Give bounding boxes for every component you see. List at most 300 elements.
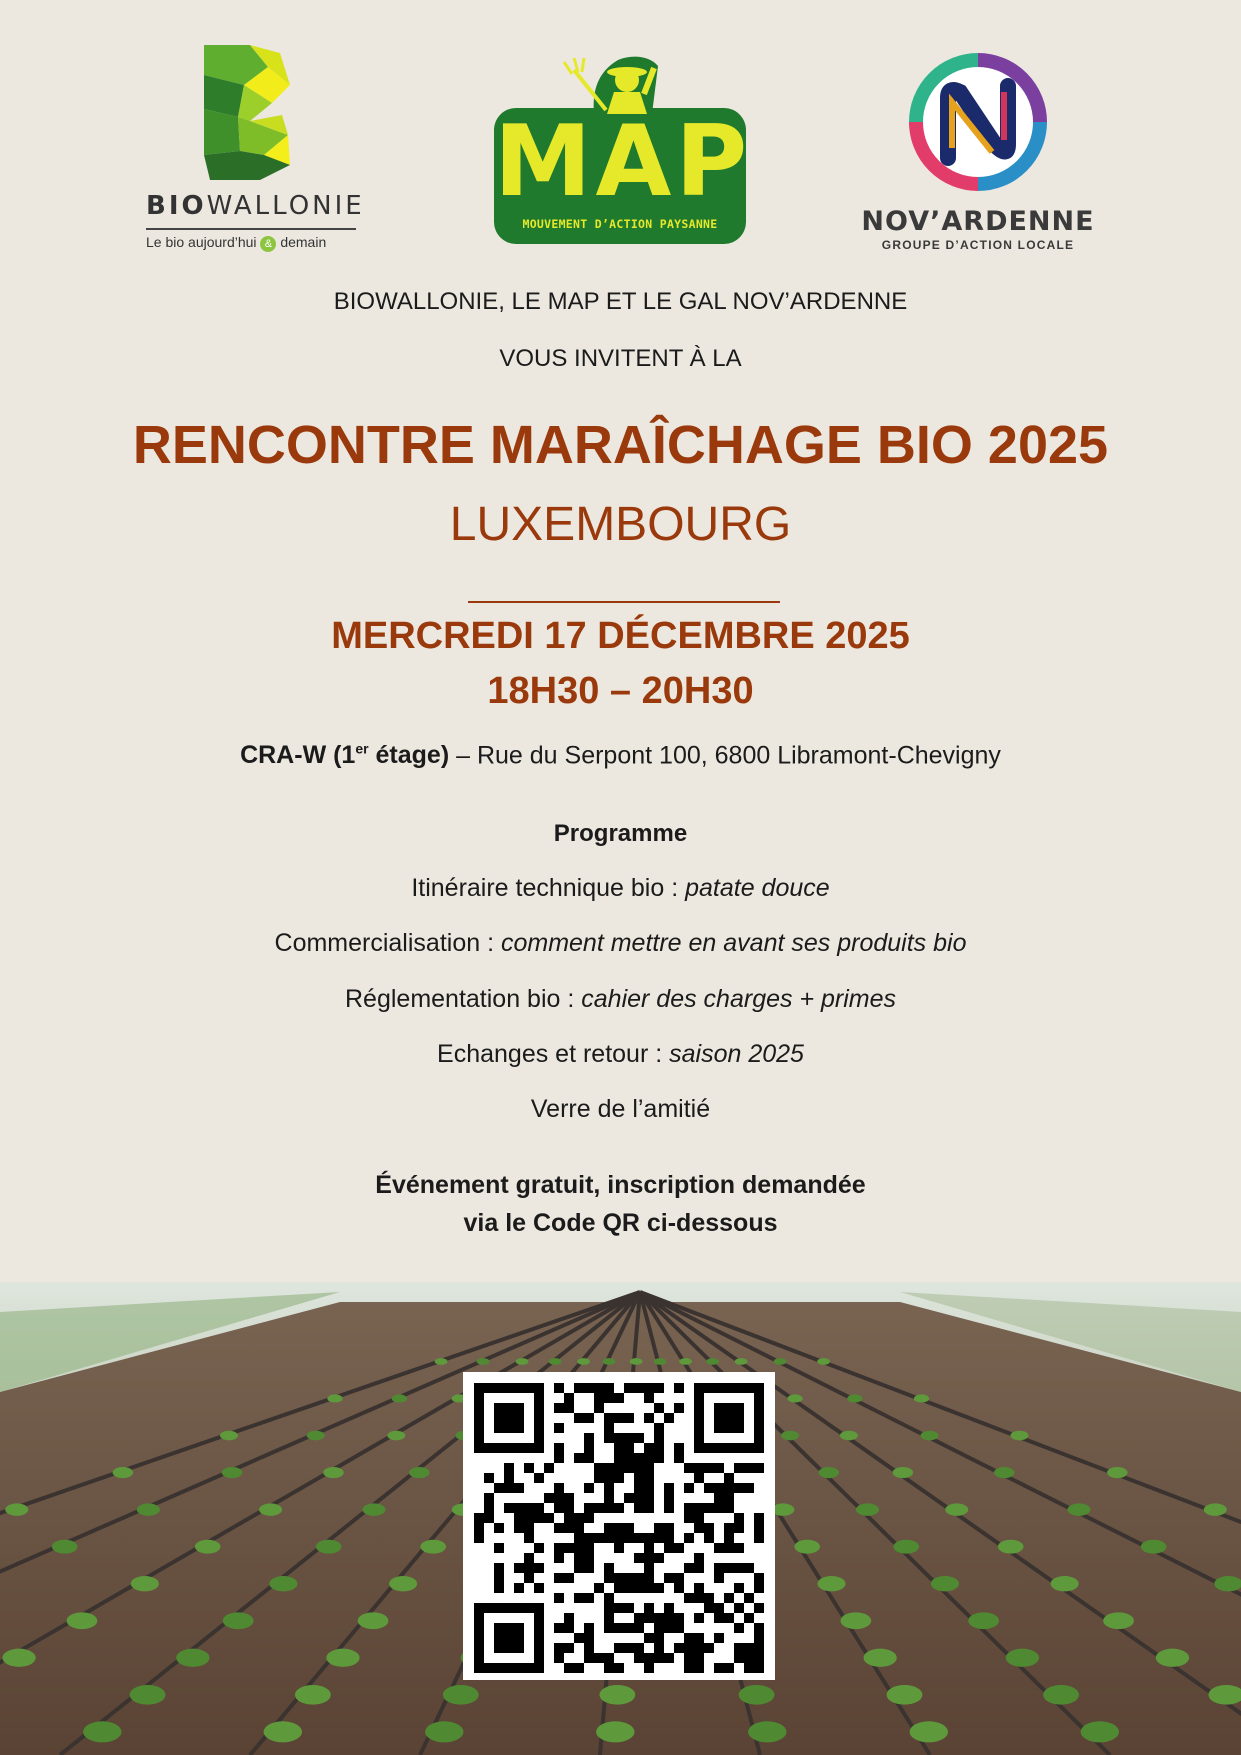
qr-module [734,1403,744,1413]
qr-module [524,1383,534,1393]
programme-item-detail: cahier des charges + primes [581,985,896,1013]
qr-module [684,1643,694,1653]
qr-module [644,1463,654,1473]
qr-module [504,1623,514,1633]
qr-module [474,1603,484,1613]
qr-module [754,1463,764,1473]
programme-item [0,874,1241,903]
qr-module [684,1503,694,1513]
qr-module [534,1653,544,1663]
qr-module [584,1643,594,1653]
qr-module [504,1423,514,1433]
qr-module [694,1423,704,1433]
qr-module [584,1543,594,1553]
qr-module [694,1563,704,1573]
qr-module [684,1513,694,1523]
qr-module [604,1473,614,1483]
seedling [748,1721,786,1742]
seedling [864,1649,897,1667]
qr-module [494,1523,504,1533]
seedling [113,1467,133,1478]
qr-module [744,1643,754,1653]
qr-module [604,1533,614,1543]
qr-module [664,1653,674,1663]
seedling [630,1358,643,1365]
tagline-part-1: Le bio aujourd’hui [146,234,257,250]
qr-module [474,1393,484,1403]
qr-module [524,1603,534,1613]
qr-module [554,1503,564,1513]
qr-module [504,1483,514,1493]
qr-module [734,1443,744,1453]
qr-module [514,1563,524,1573]
qr-module [694,1463,704,1473]
novardenne-logo [860,48,1096,252]
qr-module [664,1503,674,1513]
qr-module [674,1453,684,1463]
qr-module [634,1493,644,1503]
seedling [176,1649,209,1667]
qr-module [484,1473,494,1483]
qr-module [654,1613,664,1623]
qr-module [714,1463,724,1473]
qr-module [684,1653,694,1663]
qr-module [484,1503,494,1513]
qr-module [534,1393,544,1403]
qr-module [574,1663,584,1673]
qr-module [554,1573,564,1583]
qr-module [744,1663,754,1673]
seedling [840,1612,871,1629]
qr-module [624,1623,634,1633]
qr-module [634,1463,644,1473]
qr-module [624,1523,634,1533]
seedling [887,1685,923,1705]
seedling [549,1358,562,1365]
qr-module [584,1433,594,1443]
biowallonie-rule [146,228,356,230]
qr-module [744,1383,754,1393]
qr-module [724,1443,734,1453]
qr-module [564,1573,574,1583]
qr-module [534,1663,544,1673]
qr-module [704,1443,714,1453]
qr-module [594,1473,604,1483]
qr-module [724,1663,734,1673]
qr-module [634,1553,644,1563]
qr-module [734,1513,744,1523]
qr-module [514,1633,524,1643]
qr-module [714,1633,724,1643]
programme-item-label: Echanges et retour : [437,1040,670,1068]
qr-module [704,1523,714,1533]
seedling [787,1394,802,1402]
seedling [137,1503,160,1515]
qr-module [534,1433,544,1443]
qr-module [644,1613,654,1623]
qr-module [614,1663,624,1673]
qr-module [574,1513,584,1523]
qr-module [644,1553,654,1563]
qr-module [514,1623,524,1633]
qr-module [714,1413,724,1423]
seedling [358,1612,389,1629]
seedling [435,1358,448,1365]
seedling [1107,1467,1127,1478]
qr-module [504,1413,514,1423]
qr-module [754,1643,764,1653]
qr-module [704,1483,714,1493]
qr-module [594,1383,604,1393]
title-divider [468,601,780,603]
qr-module [514,1663,524,1673]
qr-module [584,1483,594,1493]
qr-module [524,1533,534,1543]
qr-module [524,1573,534,1583]
qr-module [514,1483,524,1493]
seedling [603,1358,616,1365]
qr-module [634,1453,644,1463]
biowallonie-wordmark-bold: BIO [146,191,207,221]
qr-module [544,1463,554,1473]
qr-module [594,1583,604,1593]
seedling [5,1503,28,1515]
qr-module [534,1423,544,1433]
seedling [706,1358,719,1365]
qr-module [634,1433,644,1443]
qr-module [664,1413,674,1423]
qr-module [534,1443,544,1453]
qr-module [664,1613,674,1623]
seedling [893,1467,913,1478]
qr-module [504,1463,514,1473]
map-subtitle: MOUVEMENT D’ACTION PAYSANNE [522,217,718,231]
seedling [307,1431,325,1441]
qr-module [694,1413,704,1423]
qr-module [614,1583,624,1593]
qr-module [584,1513,594,1523]
qr-module [654,1523,664,1533]
qr-module [734,1623,744,1633]
qr-module [654,1433,664,1443]
seedling [67,1612,98,1629]
qr-module [584,1593,594,1603]
qr-module [624,1413,634,1423]
qr-module [634,1583,644,1593]
qr-module [644,1393,654,1403]
qr-module [754,1533,764,1543]
qr-module [574,1383,584,1393]
qr-module [754,1573,764,1583]
qr-module [574,1543,584,1553]
seedling [817,1576,845,1591]
qr-module [644,1663,654,1673]
qr-module [514,1513,524,1523]
qr-module [574,1453,584,1463]
seedling [998,1540,1024,1554]
qr-module [554,1553,564,1563]
qr-module [644,1483,654,1493]
qr-module [594,1393,604,1403]
qr-module [714,1563,724,1573]
qr-module [474,1513,484,1523]
qr-module [484,1383,494,1393]
qr-module [614,1523,624,1533]
qr-module [734,1483,744,1493]
programme-item [0,1095,1241,1124]
qr-module [554,1443,564,1453]
qr-module [624,1463,634,1473]
qr-module [494,1423,504,1433]
seedling [1006,1649,1039,1667]
qr-module [754,1623,764,1633]
qr-module [744,1463,754,1473]
qr-module [674,1623,684,1633]
qr-module [564,1393,574,1403]
qr-module [484,1603,494,1613]
qr-module [744,1653,754,1663]
qr-module [654,1533,664,1543]
qr-module [734,1563,744,1573]
qr-module [534,1473,544,1483]
qr-module [714,1663,724,1673]
qr-module [494,1543,504,1553]
qr-module [654,1623,664,1633]
qr-module [694,1403,704,1413]
seedling [1141,1540,1167,1554]
qr-module [514,1523,524,1533]
programme-item-detail: saison 2025 [669,1040,804,1068]
qr-module [604,1593,614,1603]
qr-module [704,1383,714,1393]
qr-module [584,1503,594,1513]
qr-module [694,1593,704,1603]
seedling [389,1576,417,1591]
seedling [259,1503,282,1515]
qr-module [514,1413,524,1423]
qr-module [564,1623,574,1633]
qr-module [614,1393,624,1403]
qr-module [754,1633,764,1643]
qr-module [554,1593,564,1603]
seedling [2,1649,35,1667]
qr-module [494,1583,504,1593]
qr-module [694,1523,704,1533]
qr-module [754,1513,764,1523]
qr-module [524,1563,534,1573]
tagline-part-2: demain [280,234,327,250]
qr-module [524,1443,534,1453]
qr-module [474,1423,484,1433]
qr-module [634,1383,644,1393]
qr-module [754,1443,764,1453]
qr-module [724,1413,734,1423]
biowallonie-b-icon [140,45,370,185]
qr-module [734,1383,744,1393]
seedling [409,1467,429,1478]
qr-module [584,1533,594,1543]
seedling [577,1358,590,1365]
qr-module [554,1403,564,1413]
qr-module [674,1403,684,1413]
qr-module [494,1633,504,1643]
qr-module [714,1603,724,1613]
qr-module [694,1553,704,1563]
qr-module [624,1573,634,1583]
qr-module [694,1513,704,1523]
qr-module [614,1453,624,1463]
qr-module [614,1603,624,1613]
qr-module [654,1583,664,1593]
qr-module [584,1443,594,1453]
qr-module [514,1383,524,1393]
qr-module [684,1593,694,1603]
intro-line-2: VOUS INVITENT À LA [499,345,742,372]
qr-module [734,1463,744,1473]
registration-line-1: Événement gratuit, inscription demandée [375,1171,866,1199]
seedling [362,1503,385,1515]
qr-module [654,1643,664,1653]
qr-module [684,1533,694,1543]
qr-module [654,1453,664,1463]
qr-module [604,1413,614,1423]
qr-module [724,1473,734,1483]
qr-module [664,1543,674,1553]
event-title: RENCONTRE MARAÎCHAGE BIO 2025 [132,415,1109,475]
qr-module [584,1413,594,1423]
qr-module [554,1653,564,1663]
qr-module [744,1563,754,1573]
seedling [599,1685,635,1705]
qr-module [534,1563,544,1573]
venue-name-sup: er [355,741,369,757]
qr-module [564,1643,574,1653]
qr-module [624,1443,634,1453]
seedling [794,1540,820,1554]
qr-module [744,1613,754,1623]
seedling [83,1721,121,1742]
qr-module [724,1483,734,1493]
biowallonie-wordmark [146,191,365,221]
qr-module [724,1383,734,1393]
logo-row [0,40,1241,260]
qr-module [664,1603,674,1613]
qr-module [724,1533,734,1543]
qr-module [554,1623,564,1633]
qr-module [654,1423,664,1433]
qr-module [584,1383,594,1393]
biowallonie-logo [140,45,370,255]
qr-module [714,1423,724,1433]
qr-module [674,1383,684,1393]
qr-module [584,1623,594,1633]
qr-module [574,1533,584,1543]
qr-module [614,1443,624,1453]
qr-module [634,1623,644,1633]
qr-module [624,1583,634,1593]
seedling [323,1467,343,1478]
qr-module [534,1503,544,1513]
qr-module [604,1393,614,1403]
seedling [945,1503,968,1515]
qr-module [534,1613,544,1623]
seedling [893,1540,919,1554]
qr-module [474,1613,484,1623]
qr-module [754,1603,764,1613]
qr-module [474,1643,484,1653]
qr-module [644,1473,654,1483]
programme-heading: Programme [553,820,688,847]
qr-module [474,1403,484,1413]
programme-item-label: Itinéraire technique bio : [411,874,686,902]
qr-module [544,1493,554,1503]
qr-module [614,1463,624,1473]
seedling [420,1540,446,1554]
qr-module [484,1443,494,1453]
qr-module [614,1573,624,1583]
qr-module [494,1443,504,1453]
qr-module [584,1453,594,1463]
qr-module [604,1383,614,1393]
qr-module [624,1383,634,1393]
qr-module [574,1553,584,1563]
qr-module [714,1573,724,1583]
qr-module [564,1543,574,1553]
qr-module [694,1383,704,1393]
event-date: MERCREDI 17 DÉCEMBRE 2025 [331,615,910,657]
qr-module [684,1563,694,1573]
novardenne-ring-icon [860,48,1096,198]
qr-module [574,1593,584,1603]
qr-module [504,1603,514,1613]
seedling [223,1612,254,1629]
qr-module [494,1663,504,1673]
qr-module [754,1433,764,1443]
qr-module [554,1523,564,1533]
qr-module [684,1633,694,1643]
venue-name [240,741,449,769]
qr-module [624,1643,634,1653]
seedling [781,1431,799,1441]
qr-module [634,1483,644,1493]
qr-module [594,1463,604,1473]
map-wordmark: MAP [494,105,752,219]
seedling [910,1721,948,1742]
qr-module [634,1613,644,1623]
qr-module [574,1413,584,1423]
qr-module [584,1563,594,1573]
qr-module [754,1403,764,1413]
seedling [269,1576,297,1591]
qr-module [644,1443,654,1453]
seedling [295,1685,331,1705]
qr-module [494,1623,504,1633]
qr-module [674,1613,684,1623]
qr-module [744,1483,754,1493]
qr-module [634,1473,644,1483]
qr-module [754,1383,764,1393]
seedling [222,1467,242,1478]
qr-module [554,1423,564,1433]
qr-module [494,1403,504,1413]
event-time: 18H30 – 20H30 [487,670,754,712]
seedling [679,1358,692,1365]
qr-module [644,1453,654,1463]
qr-module [724,1493,734,1503]
seedling [847,1394,862,1402]
seedling [1103,1612,1134,1629]
qr-module [714,1483,724,1493]
